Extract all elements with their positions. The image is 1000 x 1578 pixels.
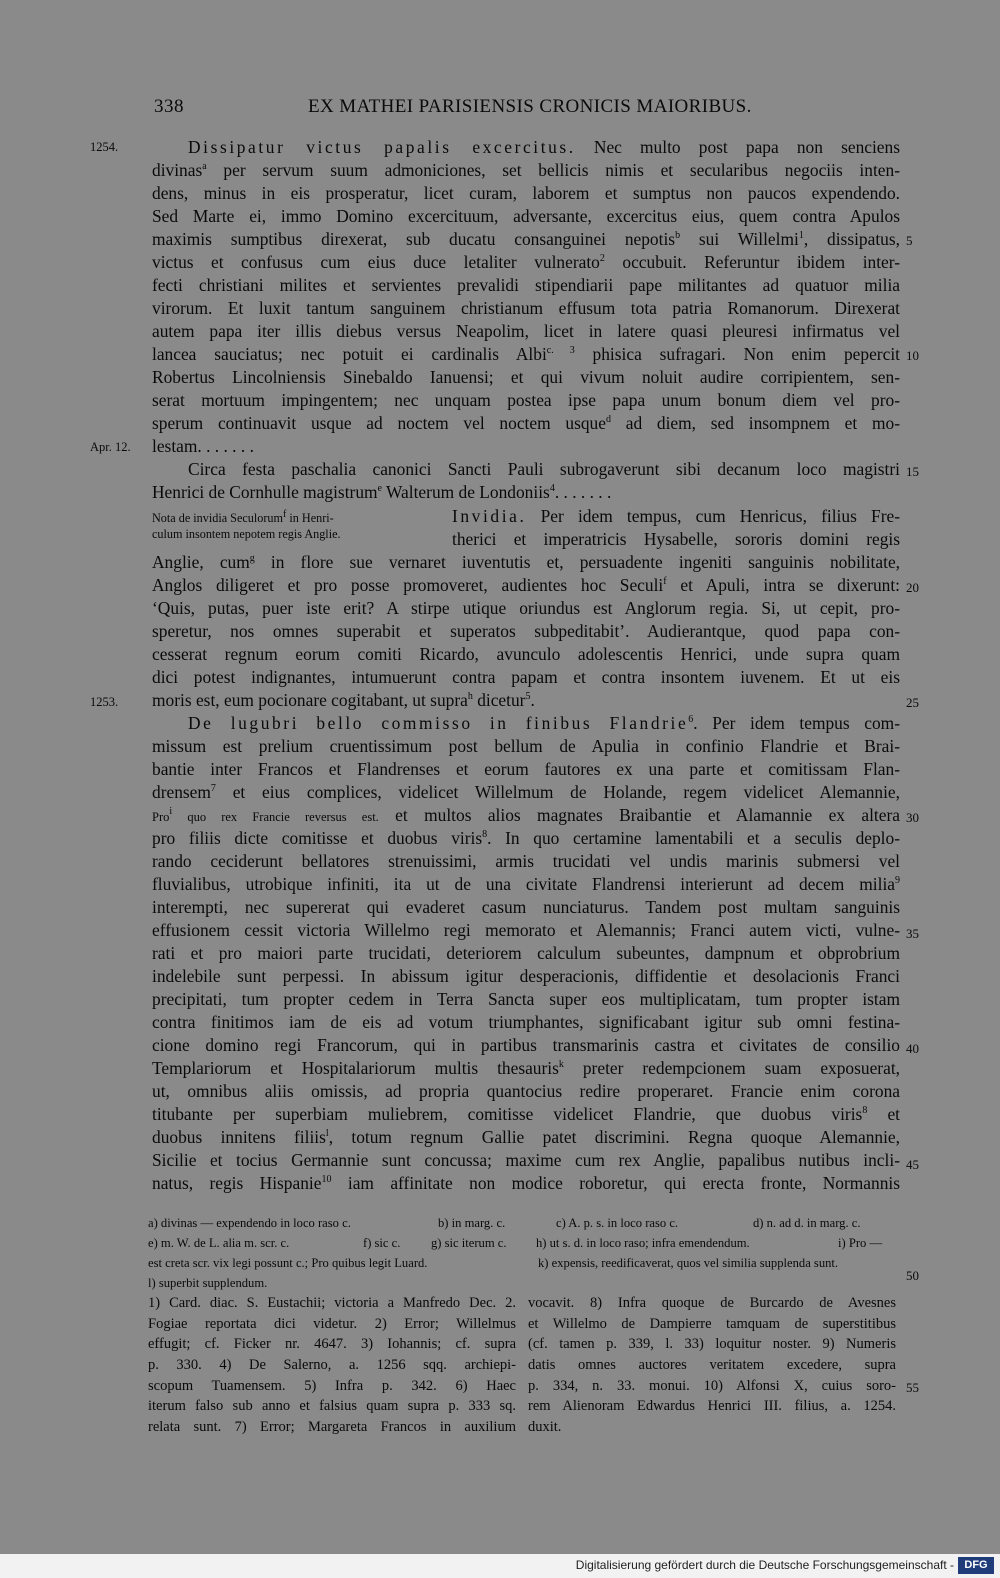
text-line: pro filiis dicte comitisse et duobus viris$^8$. In quo certamine lamentabili et a seculis deplo- (152, 828, 900, 848)
text-line: indelebile sunt perpessi. In abissum igitur desperacionis, diffidentie et desolacionis Franci (152, 966, 900, 986)
apparatus-note: e) m. W. de L. alia m. scr. c. (148, 1236, 290, 1250)
line-number-25: 25 (906, 695, 919, 710)
line-number-40: 40 (906, 1041, 919, 1056)
footnote-line: datis omnes auctores veritatem excedere, supra (528, 1357, 896, 1374)
apparatus-note: h) ut s. d. in loco raso; infra emendendum. (536, 1236, 750, 1250)
text-line: virorum. Et luxit tantum sanguinem christianum effusum tota patria Romanorum. Direxerat (152, 298, 900, 318)
line-number-20: 20 (906, 580, 919, 595)
text-line: Dissipatur victus papalis excercitus. Nec multo post papa non senciens (188, 137, 900, 157)
text-line: natus, regis Hispanie$^{10}$ iam affinitate non modice roboretur, qui erecta fronte, Normannis (152, 1173, 901, 1193)
critical-apparatus (148, 1213, 908, 1293)
text-line: sperum continuavit usque ad noctem vel noctem usque$^d$ ad diem, sed insompnem et mo- (152, 413, 900, 433)
text-line: cesserat regnum eorum comiti Ricardo, avunculo adolescentis Henrici, unde supra quam (152, 644, 900, 664)
text-line: rati et pro maiori parte trucidati, deteriorem calculum subeuntes, dampnum et obprobrium (152, 943, 900, 963)
margin-note-line: culum insontem nepotem regis Anglie. (152, 527, 341, 541)
footnote-line: effugit; cf. Ficker nr. 4647. 3) Iohannis; cf. supra (148, 1336, 516, 1353)
line-number-5: 5 (906, 233, 913, 248)
footnote-line: vocavit. 8) Infra quoque de Burcardo de Avesnes (528, 1295, 896, 1311)
page-header (0, 96, 1000, 126)
footnote-line: iterum falso sub anno et falsius quam supra p. 333 sq. (148, 1398, 516, 1415)
footnotes-left-column (148, 1293, 516, 1438)
text-line: Anglie, cum$^g$ in flore sue vernaret iuventutis et, persuadente ingeniti sanguinis nobilitate, (152, 552, 901, 572)
text-line: drensem$^7$ et eius complices, videlicet Willelmum de Holande, regem videlicet Alemannie, (152, 782, 900, 802)
margin-apr-12: Apr. 12. (90, 440, 131, 454)
text-line: lestam. . . . . . . (152, 436, 254, 456)
apparatus-note: b) in marg. c. (438, 1216, 506, 1230)
text-line: fluvialibus, utrobique infiniti, ita ut de una civitate Flandrensi interierunt ad decem milia$^9$ (152, 874, 900, 894)
text-line: titubante per superbiam muliebrem, comitisse videlicet Flandrie, que duobus viris$^8$ et (152, 1104, 900, 1124)
text-line: interempti, nec supererat qui evaderet casum nunciaturus. Tandem post multam sanguinis (152, 897, 900, 917)
text-line: victus et confusus cum eius duce letaliter vulnerato$^2$ occubuit. Referuntur ibidem inter- (152, 252, 901, 272)
text-line: serat mortuum impingentem; nec unquam postea ipse papa unum bonum diem vel pro- (152, 390, 900, 410)
text-line: fecti christiani milites et servientes prevalidi stipendiarii pape militantes ad quatuor milia (152, 275, 900, 295)
text-line: Robertus Lincolniensis Sinebaldo Ianuensi; et qui vivum noluit audire corripientem, sen- (152, 367, 900, 387)
footnote-line: relata sunt. 7) Error; Margareta Francos in auxilium (148, 1419, 516, 1436)
side-note-inline: Pro (152, 810, 170, 824)
text-line: De lugubri bello commisso in finibus Flandrie$^6$. Per idem tempus com- (188, 713, 900, 733)
apparatus-note: k) expensis, reedificaverat, quos vel similia supplenda sunt. (538, 1256, 839, 1270)
text-line: lancea sauciatus; nec potuit ei cardinalis Albi$^{c. 3}$ phisica sufragari. Non enim pepercit (152, 344, 900, 364)
text-line: cione domino regi Francorum, qui in partibus transmarinis castra et civitates de consilio (152, 1035, 900, 1055)
line-number-35: 35 (906, 926, 919, 941)
footnote-line: rem Alienoram Edwardus Henrici III. filius, a. 1254. (528, 1398, 896, 1415)
margin-year-1253: 1253. (90, 695, 119, 709)
margin-note-invidia (152, 510, 442, 542)
footnotes-right-column (528, 1293, 896, 1438)
line-number-50: 50 (906, 1268, 919, 1283)
text-line: Invidia. Per idem tempus, cum Henricus, filius Fre- (452, 506, 900, 526)
text-line: Circa festa paschalia canonici Sancti Pauli subrogaverunt sibi decanum loco magistri (188, 459, 900, 479)
text-line: therici et imperatricis Hysabelle, sororis domini regis (452, 529, 900, 549)
footnote-line: duxit. (528, 1419, 562, 1436)
text-line: contra finitimos iam de eis ad votum triumphantes, significabant igitur sub omni festina- (152, 1012, 900, 1032)
funding-notice: Digitalisierung gefördert durch die Deutsche Forschungsgemeinschaft - (575, 1558, 954, 1572)
apparatus-note: d) n. ad d. in marg. c. (753, 1216, 861, 1230)
section-heading: De lugubri bello commisso in finibus Flandrie (188, 713, 689, 733)
text-line: divinas$^a$ per servum suum admoniciones, set bellicis nimis et secularibus negociis inten- (152, 160, 900, 180)
text-line: bantie inter Francos et Flandrenses et eorum fautores ex una parte et comitissam Flan- (152, 759, 900, 779)
line-number-55: 55 (906, 1380, 919, 1395)
section-heading: Dissipatur victus papalis excercitus. (188, 137, 576, 157)
footnote-line: et Willelmo de Dampierre tamquam de superstitibus (528, 1315, 896, 1332)
text-line: Anglos diligeret et pro posse promoveret, audientes hoc Seculi$^f$ et Apuli, intra se dixerunt: (152, 575, 901, 595)
apparatus-note: c) A. p. s. in loco raso c. (556, 1216, 679, 1230)
text-line: duobus innitens filiis$^l$, totum regnum Gallie patet discrimini. Regna quoque Alemannie, (152, 1127, 900, 1147)
footnote-line: p. 334, n. 33. monui. 10) Alfonsi X, cuius soro- (528, 1377, 896, 1394)
apparatus-note: f) sic c. (363, 1236, 401, 1250)
line-number-15: 15 (906, 464, 919, 479)
apparatus-note: i) Pro — (838, 1236, 883, 1250)
text-line: moris est, eum pocionare cogitabant, ut supra$^h$ dicetur$^5$. (152, 690, 535, 710)
text-line: Templariorum et Hospitalariorum multis thesauris$^k$ preter redempcionem suam exposuerat, (152, 1058, 900, 1078)
footnote-line: (cf. tamen p. 339, l. 33) loquitur noster. 9) Numeris (528, 1336, 896, 1353)
text-line: Pro$^i$ quo rex Francie reversus est. et multos alios magnates Braibantie et Alamannie ex altera (152, 805, 900, 825)
text-line: speretur, nos omnes superabit et superatos subpeditabit’. Audierantque, quod papa con- (152, 621, 900, 641)
line-number-30: 30 (906, 810, 919, 825)
text-line: effusionem cessit victoria Willelmo regi memorato et Alemannis; Franci autem victi, vulne- (152, 920, 900, 940)
apparatus-note: a) divinas — expendendo in loco raso c. (148, 1216, 351, 1230)
text-line: missum est prelium cruentissimum post bellum de Apulia in confinio Flandrie et Brai- (152, 736, 900, 756)
margin-year-1254: 1254. (90, 140, 119, 154)
footnote-line: scopum Tuamensem. 5) Infra p. 342. 6) Haec (148, 1377, 516, 1394)
text-line: rando ceciderunt bellatores strenuissimi, armis trucidati vel undis marinis submersi vel (152, 851, 900, 871)
footnote-line: 1) Card. diac. S. Eustachii; victoria a Manfredo Dec. 2. (148, 1295, 516, 1311)
line-number-10: 10 (906, 348, 919, 363)
footnote-line: p. 330. 4) De Salerno, a. 1256 sqq. archiepi- (148, 1357, 516, 1374)
line-number-45: 45 (906, 1157, 919, 1172)
margin-note-line: Nota de invidia Seculorum$^f$ in Henri- (152, 508, 334, 525)
text-line: autem papa iter illis diebus versus Neapolim, licet in latere quasi pleuresi infirmatus vel (152, 321, 900, 341)
text-line: Sed Marte ei, immo Domino excercituum, adversante, excercitus eius, quem contra Apulos (152, 206, 900, 226)
text-line: Sicilie et tocius Germannie sunt concussa; maxime cum rex Anglie, papalibus nutibus incli- (152, 1150, 900, 1170)
dfg-logo: DFG (958, 1557, 994, 1574)
running-title: EX MATHEI PARISIENSIS CRONICIS MAIORIBUS. (308, 96, 752, 117)
text-line: dens, minus in eis prosperatur, licet curam, laborem et sumptus non paucos expendendo. (152, 183, 900, 203)
text-line: precipitati, tum propter cedem in Terra Sancta super eos multiplicatam, tum propter istam (152, 989, 900, 1009)
text-line: Henrici de Cornhulle magistrum$^e$ Walterum de Londoniis$^4$. . . . . . . (152, 482, 612, 502)
text-line: ut, omnibus aliis omissis, ad propria quantocius redire properaret. Francie enim corona (152, 1081, 900, 1101)
digitization-footer (0, 1554, 1000, 1578)
footnote-line: Fogiae reportata dici videtur. 2) Error; Willelmus (148, 1315, 516, 1332)
section-heading: Invidia. (452, 506, 527, 526)
apparatus-note: g) sic iterum c. (431, 1236, 507, 1250)
apparatus-note: l) superbit supplendum. (148, 1276, 268, 1290)
apparatus-note: est creta scr. vix legi possunt c.; Pro quibus legit Luard. (148, 1256, 428, 1270)
page-number: 338 (154, 96, 184, 117)
text-line: ‘Quis, putas, puer iste erit? A stirpe utique oriundus est Anglorum regia. Si, ut cepit, pro- (152, 598, 900, 618)
text-line: dici potest indignantes, intumuerunt contra papam et contra insontem iuvenem. Et ut eis (152, 667, 900, 687)
text-line: maximis sumptibus direxerat, sub ducatu consanguinei nepotis$^b$ sui Willelmi$^1$, dissipatus, (152, 229, 900, 249)
